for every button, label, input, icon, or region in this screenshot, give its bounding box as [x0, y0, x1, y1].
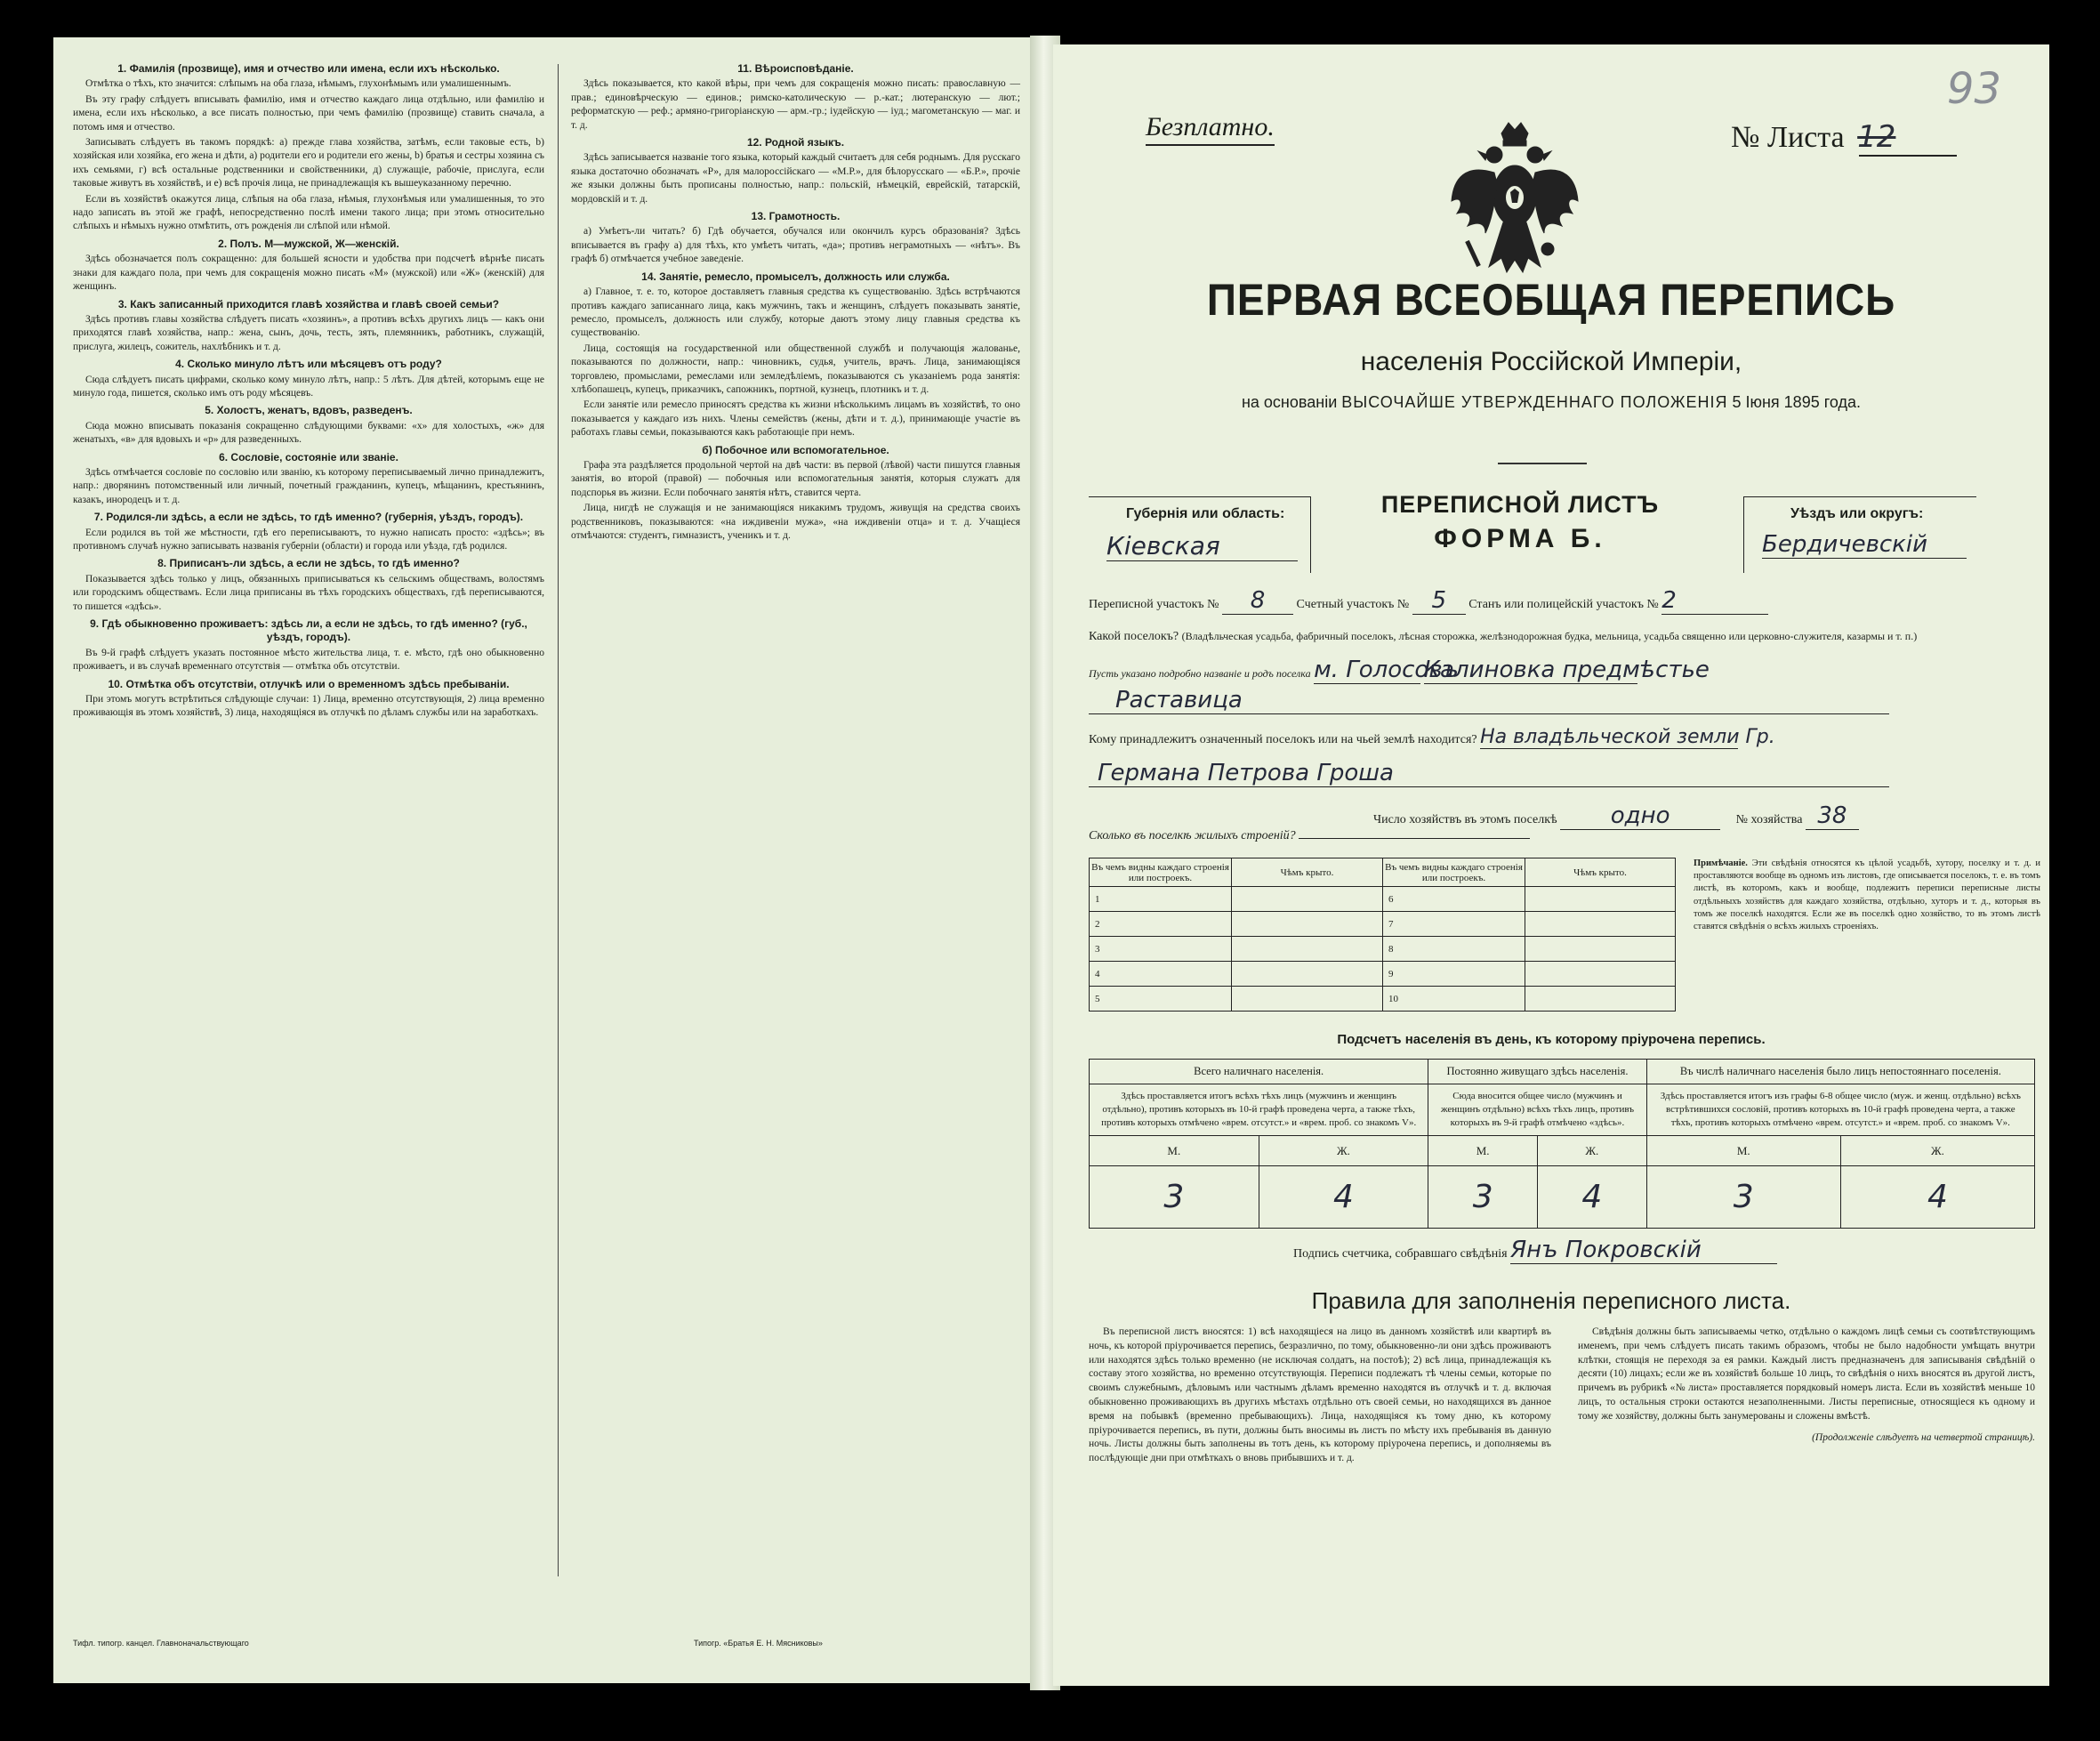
census-basis	[1053, 393, 2049, 412]
population-count-title: Подсчетъ населенія въ день, къ которому пріурочена перепись.	[1337, 1032, 1766, 1047]
dwelling-row	[1090, 987, 1676, 1012]
rules-text-2: Свѣдѣнія должны быть записываемы четко, отдѣльно о каждомъ лицѣ семьи съ соотвѣтствующимъ именемъ, при чемъ слѣдуетъ писать такимъ образомъ, чтобы не было надобности умѣщать внутри клѣтки, стоящія не переходя за ея рамки. Каждый листъ предназначенъ для записыванія свѣдѣній о десяти (10) лицахъ; если же въ хозяйствѣ больше 10 лицъ, то свѣдѣнія о нихъ вносятся въ другой листъ, причемъ въ рубрикѣ «№ листа» проставляется порядковый номеръ листа. Если въ хозяйствѣ меньше 10 лицъ, то остальныя строки остаются незаполненными. Листы переписные, относящіеся къ одному и тому же хозяйству, должны быть занумерованы и сложены вмѣстѣ.	[1578, 1326, 2035, 1422]
dwelling-number: 1	[1090, 887, 1232, 912]
rules-column-2	[1578, 1326, 2035, 1445]
dwelling-roof-cell	[1525, 887, 1676, 912]
dwelling-roof-cell	[1525, 987, 1676, 1012]
dwelling-number: 2	[1090, 912, 1232, 937]
dwell-header-1: Въ чемъ видны каждаго строенія или построекъ.	[1090, 858, 1232, 887]
owner-value-1: На владѣльческой земли Гр.	[1480, 726, 1775, 748]
section-paragraph: Сюда слѣдуетъ писать цифрами, сколько кому минуло лѣтъ, напр.: 5 лѣтъ. Для дѣтей, которымъ еще не минуло года, пишется, сколько имъ отъ роду мѣсяцевъ.	[73, 374, 544, 399]
pop-header-permanent: Постоянно живущаго здѣсь населенія.	[1428, 1060, 1646, 1084]
print-mark-left: Тифл. типогр. канцел. Главноначальствующаго	[73, 1639, 249, 1648]
dwelling-number: 8	[1383, 937, 1525, 962]
dwelling-number: 9	[1383, 962, 1525, 987]
sex-column-header: Ж.	[1840, 1136, 2034, 1166]
free-label: Безплатно.	[1146, 112, 1275, 146]
section-heading: 4. Сколько минуло лѣтъ или мѣсяцевъ отъ роду?	[175, 358, 442, 371]
section-heading: 14. Занятіе, ремесло, промыселъ, должность или служба.	[641, 270, 950, 283]
household-no-value: 38	[1806, 802, 1859, 830]
dwelling-roof-cell	[1525, 962, 1676, 987]
population-count-value: 4	[1927, 1179, 1948, 1215]
section-paragraph: Въ 9-й графѣ слѣдуетъ указать постоянное мѣсто жительства лица, т. е. мѣсто, гдѣ оно обыкновенно проживаетъ, и въ случаѣ временнаго отсутствія — отмѣтка объ отсутствіи.	[73, 647, 544, 673]
section-paragraph: Здѣсь противъ главы хозяйства слѣдуетъ писать «хозяинъ», а противъ всѣхъ другихъ лицъ — какъ они приходятся главѣ хозяйства, напр.: жена, сынъ, дочь, тесть, зять, племянникъ, работникъ, служащій, прислуга, жилецъ, сожитель, нахлѣбникъ и т. д.	[73, 313, 544, 352]
form-title	[1320, 491, 1720, 554]
section-heading: 7. Родился-ли здѣсь, а если не здѣсь, то гдѣ именно? (губернія, уѣздъ, городъ).	[93, 511, 524, 524]
census-area-value: 8	[1222, 587, 1293, 615]
owner-value-2: Германа Петрова Гроша	[1089, 760, 1889, 787]
population-count-cell	[1840, 1166, 2034, 1229]
dwelling-number: 4	[1090, 962, 1232, 987]
section-paragraph: Записывать слѣдуетъ въ такомъ порядкѣ: а) прежде глава хозяйства, затѣмъ, если таковые есть, b) хозяйская или хозяйка, его жена и дѣти, а) родители его и родители его жены, b) братья и сестры хозяина съ ихъ семьями, г) всѣ остальные родственники и свойственники, д) служащіе, рабочіе, прислуга, если таковые живутъ въ хозяйствѣ, и е) всѣ прочія лица, не принадлежащія къ вышеуказанному перечню.	[73, 137, 544, 189]
households-value: одно	[1560, 802, 1720, 830]
population-count-value: 3	[1472, 1179, 1493, 1215]
dwelling-roof-cell	[1232, 987, 1383, 1012]
household-no-label: № хозяйства	[1735, 813, 1803, 826]
page-number: 93	[1946, 64, 2001, 114]
census-subtitle: населенія Россійской Имперіи,	[1360, 347, 1742, 376]
section-heading: 6. Сословіе, состояніе или званіе.	[219, 450, 398, 463]
uezd-value: Бердичевскій	[1762, 531, 1967, 559]
pop-desc-permanent: Сюда вносится общее число (мужчинъ и женщинъ отдѣльно) всѣхъ тѣхъ лицъ, противъ которыхъ въ 9-й графѣ отмѣчено «здѣсь».	[1428, 1084, 1646, 1136]
gubernia-box	[1089, 496, 1311, 573]
population-count-value: 4	[1581, 1179, 1603, 1215]
households-row	[1373, 802, 1859, 830]
areas-row	[1089, 587, 1768, 615]
section-paragraph: а) Умѣетъ-ли читать? б) Гдѣ обучается, обучался или окончилъ курсъ образованія? Здѣсь вписывается въ графу а) для тѣхъ, кто умѣетъ читать, «да»; противъ неграмотныхъ — «нѣтъ». Въ графѣ б) отмѣчается учебное заведеніе.	[571, 226, 1020, 265]
dwelling-roof-cell	[1232, 887, 1383, 912]
population-count-cell	[1090, 1166, 1259, 1229]
dwelling-roof-cell	[1232, 937, 1383, 962]
dwelling-number: 10	[1383, 987, 1525, 1012]
population-count-cell	[1259, 1166, 1428, 1229]
settlement-row-2	[1089, 657, 1710, 684]
dwellings-row	[1089, 829, 1530, 843]
section-heading: 13. Грамотность.	[751, 210, 841, 223]
sex-column-header: Ж.	[1537, 1136, 1646, 1166]
owner-row	[1089, 726, 1775, 749]
sex-column-header: Ж.	[1259, 1136, 1428, 1166]
dwellings-note	[1694, 858, 2040, 933]
sheet-number	[1731, 119, 1895, 155]
section-heading: 3. Какъ записанный приходится главѣ хозяйства и главѣ своей семьи?	[117, 297, 500, 310]
section-heading: 11. Вѣроисповѣданіе.	[737, 62, 854, 75]
gubernia-label: Губернія или область:	[1126, 506, 1285, 521]
note-text: Эти свѣдѣнія относятся къ цѣлой усадьбѣ, хутору, поселку и т. д. и проставляются вообще въ одномъ изъ листовъ, где описывается поселокъ, т. е. въ томъ листѣ, въ которомъ, какъ и вообще, подлежитъ переписи переписные листы отдѣльныхъ хозяйствъ для каждаго хозяйства, отдѣльно, хуторъ и т. д., которыя въ томъ же поселкѣ находятся. Если же въ поселкѣ одно хозяйство, то въ этомъ листѣ ставятся свѣдѣнія о всѣхъ жилыхъ строеніяхъ.	[1694, 858, 2041, 932]
section-paragraph: Если въ хозяйствѣ окажутся лица, слѣпыя на оба глаза, нѣмыя, глухонѣмыя или умалишенныя, то это надо записать въ этой же графѣ, непосредственно послѣ имени такого лица; при этомъ относительно слѣпыхъ и нѣмыхъ нужно отмѣтить, отъ рожденія ли слѣпой или нѣмой.	[73, 193, 544, 232]
dwelling-number: 5	[1090, 987, 1232, 1012]
sheet-number-value: 12	[1857, 119, 1896, 155]
dwell-header-3: Въ чемъ видны каждаго строенія или построекъ.	[1383, 858, 1525, 887]
signature-label: Подпись счетчика, собравшаго свѣдѣнія	[1293, 1247, 1508, 1261]
owner-row-2	[1089, 760, 1889, 787]
section-paragraph: Лица, нигдѣ не служащія и не занимающіяся никакимъ трудомъ, живущія на средства своихъ родственниковъ, показываются: «на иждивеніи мужа», «на иждивеніи отца» и т. д. Учащіеся отмѣчаются: студентъ, гимназистъ, ученикъ и т. д.	[571, 503, 1020, 541]
uezd-box	[1743, 496, 1976, 573]
population-table	[1089, 1059, 2035, 1229]
stan-value: 2	[1661, 587, 1768, 615]
rules-text-1: Въ переписной листъ вносятся: 1) всѣ находящіеся на лицо въ данномъ хозяйствѣ или квартирѣ въ ночь, къ которой пріурочивается перепись, безразлично, по тому, обыкновенно-ли они здѣсь проживаютъ или находятся здѣсь только временно (не исключая солдатъ, на постоѣ); 2) всѣ лица, принадлежащія къ составу этого хозяйства, но временно отсутствующія. Переписи подлежатъ тѣ члены семьи, которые по своимъ служебнымъ, дѣловымъ или частнымъ дѣламъ временно находятся въ отлучкѣ и т. д. включая обыкновенно проживающихъ въ другихъ мѣстахъ отдѣльно отъ своей семьи, но находящихся въ данное время на побывкѣ (временно пребывающихъ). Лица, находящіяся къ тому дню, къ которому пріурочивается перепись, въ пути, должны быть вносимы въ листъ по мѣсту ихъ пребыванія въ данную ночь. Листы должны быть заполнены въ тотъ день, къ которому пріурочена перепись, и дополняемы въ послѣдующіе дни при отмѣткахъ о вновь прибывшихъ и т. д.	[1089, 1326, 1551, 1464]
rules-column-1	[1089, 1326, 1551, 1466]
section-heading: 2. Полъ. М—мужской, Ж—женскій.	[218, 237, 399, 250]
dwelling-row	[1090, 937, 1676, 962]
section-paragraph: При этомъ могутъ встрѣтиться слѣдующіе случаи: 1) Лица, временно отсутствующія, 2) лица временно проживающія въ этомъ хозяйствѣ, 3) лица, находящіяся въ отлучкѣ по дѣламъ службы или на заработкахъ.	[73, 694, 544, 719]
left-column-2	[571, 59, 1020, 544]
column-divider	[558, 64, 559, 1576]
section-paragraph: Здѣсь отмѣчается сословіе по сословію или званію, къ которому переписываемый лично принадлежитъ, напр.: дворянинъ потомственный или личный, почетный гражданинъ, купецъ, мѣщанинъ, крестьянинъ, казакъ, инородецъ и т. д.	[73, 466, 544, 505]
settlement-row-3	[1089, 687, 1889, 714]
section-paragraph: Здѣсь обозначается полъ сокращенно: для большей ясности и удобства при подсчетѣ вѣрнѣе писать знаки для каждаго пола, при чемъ для сокращенія можно писать «М» (мужской) или «Ж» (женскій) для женщинъ.	[73, 254, 544, 293]
section-heading: 10. Отмѣтка объ отсутствіи, отлучкѣ или о временномъ здѣсь пребываніи.	[108, 677, 510, 690]
census-area-label: Переписной участокъ №	[1089, 598, 1219, 611]
basis-part-2: ВЫСОЧАЙШЕ УТВЕРЖДЕННАГО ПОЛОЖЕНІЯ	[1341, 393, 1728, 411]
section-paragraph: Если родился въ той же мѣстности, гдѣ его переписываютъ, то нужно написать просто: «здѣсь»; въ противномъ случаѣ нужно записывать названія губерніи (области) и города или уѣзда, гдѣ родился.	[73, 527, 544, 552]
basis-part-1: на основаніи	[1241, 393, 1338, 411]
section-heading: б) Побочное или вспомогательное.	[702, 443, 889, 456]
pop-header-temporary: Въ числѣ наличнаго населенія было лицъ непостояннаго поселенія.	[1646, 1060, 2034, 1084]
pop-desc-temporary: Здѣсь проставляется итогъ изъ графы 6-8 общее число (муж. и женщ. отдѣльно) всѣхъ встрѣтившихся сословій, противъ которыхъ въ 10-й графѣ проведена черта, а также тѣхъ, противъ которыхъ отмѣчено «врем. отсутст.» и «врем. проб. со знакомъ V».	[1646, 1084, 2034, 1136]
pop-desc-total: Здѣсь проставляется итогъ всѣхъ тѣхъ лицъ (мужчинъ и женщинъ отдѣльно), противъ которыхъ въ 10-й графѣ проведена черта, а также тѣхъ, противъ которыхъ отмѣчено «врем. отсутст.» и «врем. проб. со знакомъ V».	[1090, 1084, 1428, 1136]
print-mark-right: Типогр. «Братья Е. Н. Мясниковы»	[694, 1639, 823, 1648]
form-title-line-1: ПЕРЕПИСНОЙ ЛИСТЪ	[1380, 491, 1660, 518]
section-paragraph: Лица, состоящія на государственной или общественной службѣ и получающія жалованье, показываются по должности, напр.: чиновникъ, судья, учитель, врачъ. Лица, занимающіяся торговлею, промыслами, ремеслами или земледѣліемъ, показываются съ указаніемъ рода занятія: хлѣбопашецъ, купецъ, приказчикъ, сапожникъ, портной, кузнецъ, плотникъ и т. д.	[571, 343, 1020, 395]
dwelling-number: 3	[1090, 937, 1232, 962]
dwell-header-2: Чѣмъ крыто.	[1232, 858, 1383, 887]
section-heading: 12. Родной языкъ.	[746, 136, 845, 149]
sheet-number-underline	[1859, 155, 1957, 157]
sheet-number-label: № Листа	[1731, 121, 1845, 154]
double-headed-eagle-emblem	[1448, 116, 1581, 285]
stan-label: Станъ или полицейскій участокъ №	[1468, 598, 1659, 611]
population-count-cell	[1428, 1166, 1538, 1229]
population-count-value: 4	[1333, 1179, 1354, 1215]
dwelling-row	[1090, 887, 1676, 912]
dwelling-roof-cell	[1525, 937, 1676, 962]
form-title-line-2: ФОРМА Б.	[1434, 524, 1606, 553]
dwelling-number: 7	[1383, 912, 1525, 937]
dwell-header-4: Чѣмъ крыто.	[1525, 858, 1676, 887]
section-heading: 8. Приписанъ-ли здѣсь, а если не здѣсь, то гдѣ именно?	[157, 557, 460, 570]
dwellings-label: Сколько въ поселкѣ жилыхъ строеній?	[1089, 829, 1296, 842]
section-paragraph: Здѣсь показывается, кто какой вѣры, при чемъ для сокращенія можно писать: православную — прав.; единовѣрческую — единов.; римско-католическую — р.-кат.; лютеранскую — лют.; реформатскую — реф.; армяно-григоріанскую — арм.-гр.; іудейскую — іуд.; магометанскую — маг. и т. д.	[571, 78, 1020, 131]
title-divider	[1498, 463, 1587, 464]
note-title: Примѣчаніе.	[1694, 858, 1748, 868]
section-heading: 1. Фамилія (прозвище), имя и отчество или имена, если ихъ нѣсколько.	[117, 62, 500, 75]
uezd-label: Уѣздъ или округъ:	[1790, 506, 1924, 521]
dwelling-roof-cell	[1232, 912, 1383, 937]
settlement-value-1: м. Голосовъ	[1314, 657, 1460, 683]
population-count-value: 3	[1163, 1179, 1185, 1215]
left-page	[53, 37, 1039, 1683]
population-count-value: 3	[1733, 1179, 1754, 1215]
population-count-cell	[1537, 1166, 1646, 1229]
count-area-label: Счетный участокъ №	[1296, 598, 1410, 611]
settlement-note-2: Пусть указано подробно названіе и родъ поселка	[1089, 667, 1311, 680]
right-page	[1053, 44, 2049, 1686]
section-paragraph: Если занятіе или ремесло приносятъ средства къ жизни нѣсколькимъ лицамъ въ хозяйствѣ, то оно показывается у каждаго изъ нихъ. Члены семействъ (жены, дѣти и т. д.), принимающіе участіе въ работахъ главы семьи, показываются какъ работающіе при немъ.	[571, 399, 1020, 439]
section-paragraph: Отмѣтка о тѣхъ, кто значится: слѣпымъ на оба глаза, нѣмымъ, глухонѣмымъ или умалишеннымъ.	[85, 78, 511, 90]
settlement-row-1	[1089, 630, 1917, 644]
dwelling-roof-cell	[1232, 962, 1383, 987]
dwelling-row	[1090, 912, 1676, 937]
dwellings-table	[1089, 858, 1676, 1012]
section-paragraph: Показывается здѣсь только у лицъ, обязанныхъ приписываться къ сельскимъ обществамъ, волостямъ или городскимъ обществамъ. Если лица приписаны въ тѣхъ городскихъ обществахъ, гдѣ переписываются, то пишется «здѣсь».	[73, 573, 544, 612]
section-heading: 9. Гдѣ обыкновенно проживаетъ: здѣсь ли, а если не здѣсь, то гдѣ именно? (губ., уѣздъ, городъ).	[90, 617, 527, 644]
sex-column-header: М.	[1428, 1136, 1538, 1166]
section-paragraph: Сюда можно вписывать показанія сокращенно слѣдующими буквами: «х» для холостыхъ, «ж» для женатыхъ, «в» для вдовыхъ и «р» для разведенныхъ.	[73, 420, 544, 446]
census-title: ПЕРВАЯ ВСЕОБЩАЯ ПЕРЕПИСЬ	[1206, 275, 1896, 325]
section-paragraph: Графа эта раздѣляется продольной чертой на двѣ части: въ первой (лѣвой) части пишутся главныя занятія, во второй (правой) — побочныя или вспомогательныя занятія, которыя служатъ для подспорья въ жизни. Если побочнаго занятія нѣтъ, ставится черта.	[571, 459, 1020, 498]
dwelling-row	[1090, 962, 1676, 987]
sex-column-header: М.	[1090, 1136, 1259, 1166]
settlement-value-2: Раставица	[1089, 687, 1889, 714]
section-heading: 5. Холостъ, женатъ, вдовъ, разведенъ.	[205, 404, 413, 417]
basis-part-3: 5 Іюня 1895 года.	[1732, 393, 1862, 411]
signature-value: Янъ Покровскій	[1510, 1237, 1777, 1264]
section-paragraph: а) Главное, т. е. то, которое доставляетъ главныя средства къ существованію. Здѣсь встрѣчаются противъ каждаго записаннаго лица, какъ мужчинъ, такъ и женщинъ, слѣдуетъ показывать занятіе, ремесло, промыселъ, должность или службу, которые даютъ этому лицу главныя средства къ существованію.	[571, 286, 1020, 339]
sex-column-header: М.	[1646, 1136, 1840, 1166]
signature-row	[1293, 1237, 1777, 1264]
section-paragraph: Здѣсь записывается названіе того языка, который каждый считаетъ для себя роднымъ. Для русскаго языка достаточно обозначать «Р», для малороссійскаго — «М.Р.», для бѣлорусскаго — «Б.Р.», прочіе же языки должны быть прописаны полностью, напр.: польскій, нѣмецкій, еврейскій, татарскій, мордовскій и т. д.	[571, 152, 1020, 205]
rules-title: Правила для заполненія переписного листа.	[1311, 1287, 1791, 1314]
households-label: Число хозяйствъ въ этомъ поселкѣ	[1373, 813, 1557, 826]
settlement-value-1b: Калиновка предмѣстье	[1423, 657, 1710, 683]
section-paragraph: Въ эту графу слѣдуетъ вписывать фамилію, имя и отчество каждаго лица отдѣльно, или фамилію и имена, если ихъ нѣсколько, а все писать полностью, при чемъ фамилію (прозвище) ставить сначала, а потомъ имя и отчество.	[73, 93, 544, 133]
dwelling-roof-cell	[1525, 912, 1676, 937]
pop-header-total: Всего наличнаго населенія.	[1090, 1060, 1428, 1084]
population-count-cell	[1646, 1166, 1840, 1229]
left-column-1	[73, 59, 544, 722]
settlement-label: Какой поселокъ?	[1089, 630, 1179, 643]
gubernia-value: Кіевская	[1106, 531, 1298, 561]
continued-note: (Продолженіе слѣдуетъ на четвертой страницѣ).	[1812, 1431, 2035, 1443]
owner-label: Кому принадлежитъ означенный поселокъ или на чьей землѣ находится?	[1089, 733, 1477, 746]
dwelling-number: 6	[1383, 887, 1525, 912]
count-area-value: 5	[1412, 587, 1466, 615]
settlement-note: (Владѣльческая усадьба, фабричный поселокъ, лѣсная сторожка, желѣзнодорожная будка, мельница, усадьба священно или церковно-служителя, казармы и т. п.)	[1181, 630, 1918, 642]
